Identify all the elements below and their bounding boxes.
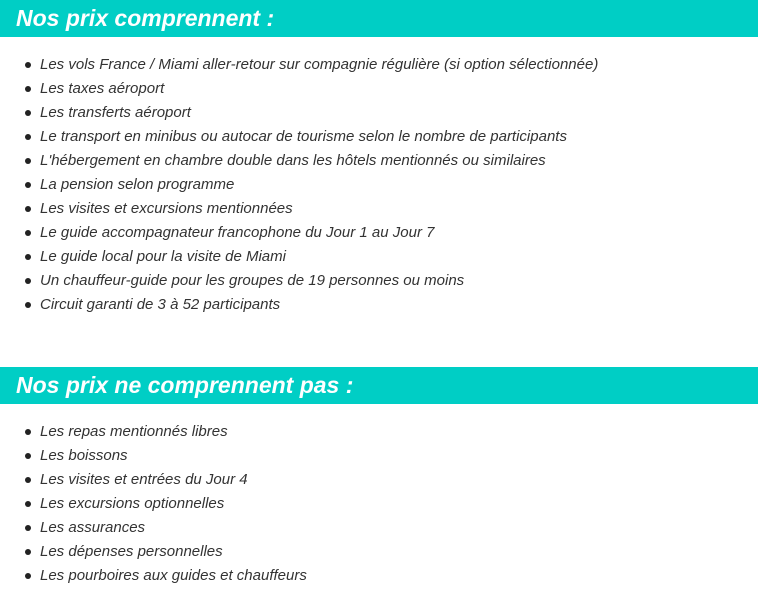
bullet-icon bbox=[25, 182, 31, 188]
list-item-text: L'hébergement en chambre double dans les hôtels mentionnés ou similaires bbox=[40, 152, 546, 169]
list-item bbox=[0, 420, 307, 444]
list-item-text: Les repas mentionnés libres bbox=[40, 423, 228, 440]
list-item-text: Un chauffeur-guide pour les groupes de 19 personnes ou moins bbox=[40, 272, 465, 289]
excluded-list bbox=[0, 420, 307, 588]
bullet-icon bbox=[25, 254, 31, 260]
included-section-title: Nos prix comprennent : bbox=[0, 0, 758, 37]
bullet-icon bbox=[25, 278, 31, 284]
bullet-icon bbox=[25, 62, 31, 68]
list-item bbox=[0, 540, 307, 564]
list-item-text: Les excursions optionnelles bbox=[40, 495, 225, 512]
bullet-icon bbox=[25, 429, 31, 435]
list-item-text: Les taxes aéroport bbox=[40, 80, 165, 97]
bullet-icon bbox=[25, 110, 31, 116]
bullet-icon bbox=[25, 501, 31, 507]
list-item-text: Le transport en minibus ou autocar de tourisme selon le nombre de participants bbox=[40, 128, 567, 145]
bullet-icon bbox=[25, 158, 31, 164]
bullet-icon bbox=[25, 477, 31, 483]
bullet-icon bbox=[25, 134, 31, 140]
list-item-text: Le guide local pour la visite de Miami bbox=[40, 248, 286, 265]
bullet-icon bbox=[25, 302, 31, 308]
list-item bbox=[0, 173, 598, 197]
list-item bbox=[0, 564, 307, 588]
bullet-icon bbox=[25, 525, 31, 531]
bullet-icon bbox=[25, 573, 31, 579]
list-item bbox=[0, 468, 307, 492]
list-item bbox=[0, 53, 598, 77]
list-item-text: Les dépenses personnelles bbox=[40, 543, 223, 560]
list-item-text: Le guide accompagnateur francophone du Jour 1 au Jour 7 bbox=[40, 224, 435, 241]
list-item-text: Les assurances bbox=[40, 519, 146, 536]
list-item bbox=[0, 245, 598, 269]
bullet-icon bbox=[25, 453, 31, 459]
bullet-icon bbox=[25, 206, 31, 212]
excluded-section-title: Nos prix ne comprennent pas : bbox=[0, 367, 758, 404]
included-list bbox=[0, 53, 598, 317]
bullet-icon bbox=[25, 86, 31, 92]
list-item-text: La pension selon programme bbox=[40, 176, 235, 193]
list-item-text: Les boissons bbox=[40, 447, 128, 464]
list-item bbox=[0, 77, 598, 101]
list-item bbox=[0, 125, 598, 149]
list-item-text: Les visites et excursions mentionnées bbox=[40, 200, 293, 217]
list-item bbox=[0, 149, 598, 173]
list-item bbox=[0, 197, 598, 221]
bullet-icon bbox=[25, 230, 31, 236]
list-item-text: Les vols France / Miami aller-retour sur compagnie régulière (si option sélectionnée) bbox=[40, 56, 599, 73]
bullet-icon bbox=[25, 549, 31, 555]
list-item bbox=[0, 221, 598, 245]
list-item bbox=[0, 444, 307, 468]
list-item-text: Les visites et entrées du Jour 4 bbox=[40, 471, 248, 488]
list-item-text: Les pourboires aux guides et chauffeurs bbox=[40, 567, 307, 584]
list-item bbox=[0, 269, 598, 293]
list-item-text: Les transferts aéroport bbox=[40, 104, 191, 121]
list-item bbox=[0, 516, 307, 540]
list-item bbox=[0, 101, 598, 125]
list-item-text: Circuit garanti de 3 à 52 participants bbox=[40, 296, 281, 313]
list-item bbox=[0, 492, 307, 516]
list-item bbox=[0, 293, 598, 317]
